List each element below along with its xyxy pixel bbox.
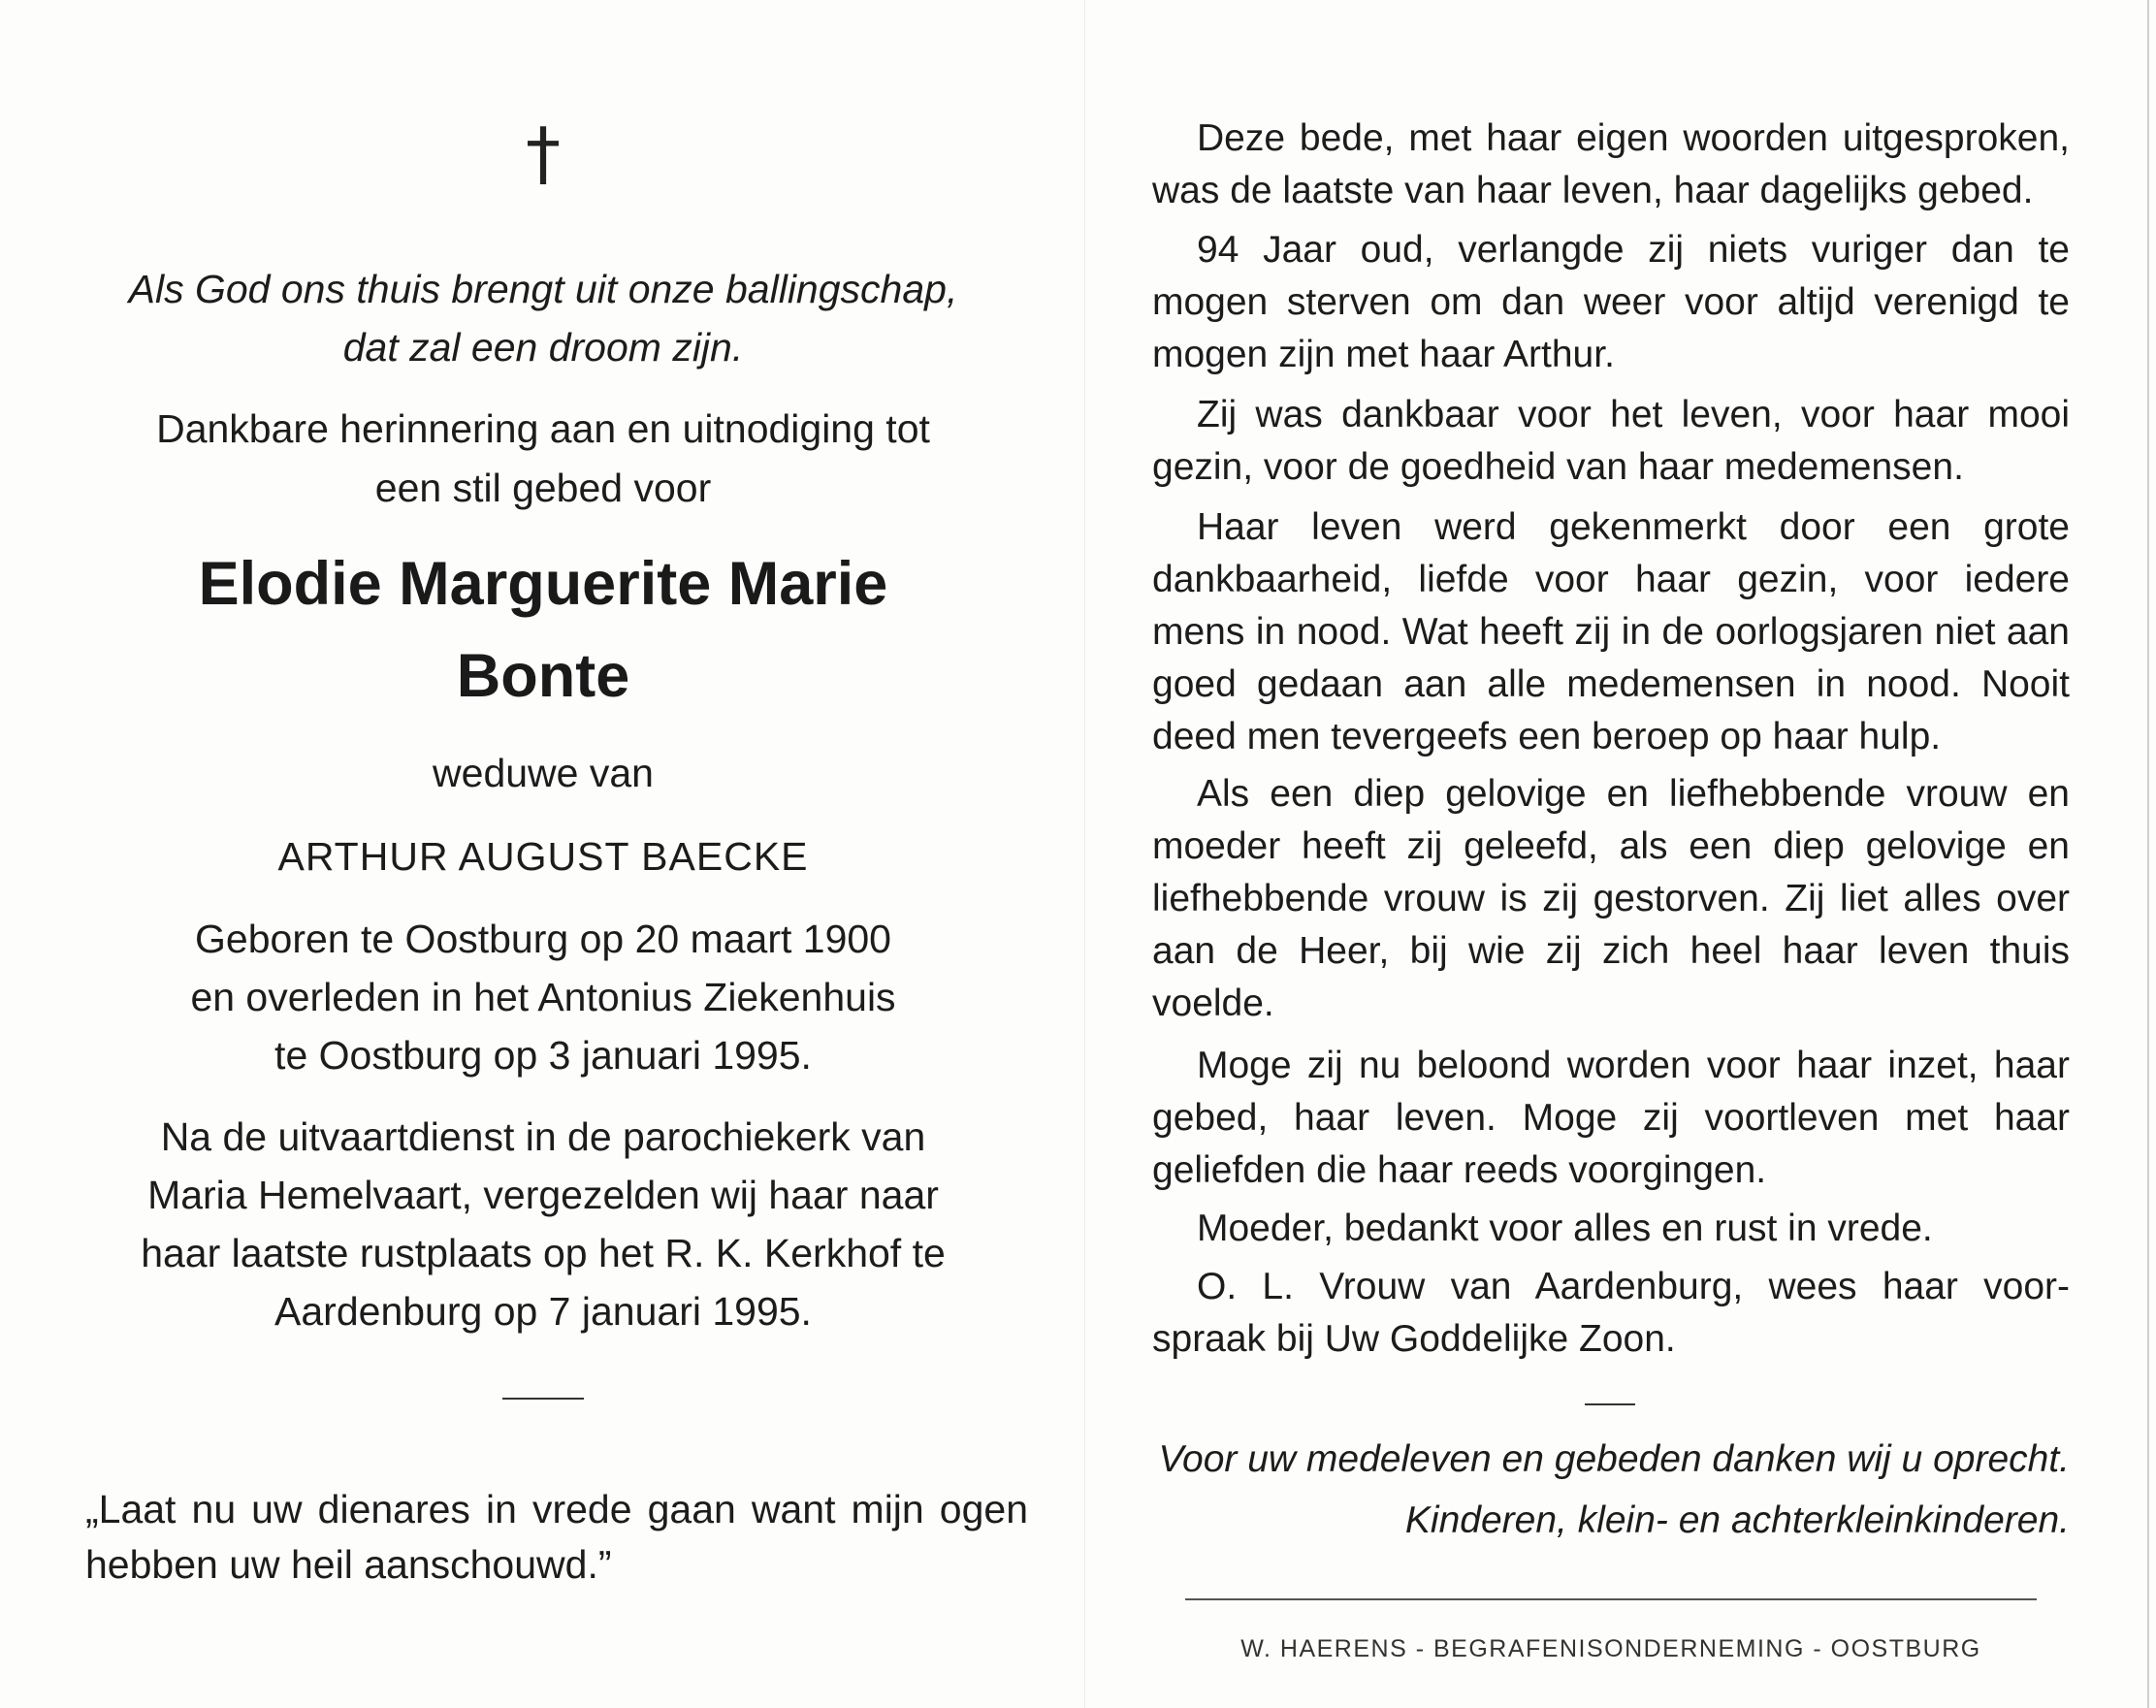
thanks-signature bbox=[1152, 1429, 2070, 1551]
cross-icon: † bbox=[526, 113, 561, 194]
paragraph: Moge zij nu beloond worden voor haar inzet, haar gebed, haar leven. Moge zij voortleven met haar geliefden die haar reeds voorgingen. bbox=[1152, 1045, 2070, 1191]
divider bbox=[1585, 1403, 1635, 1405]
intro-line: Dankbare herinnering aan en uitnodiging tot bbox=[156, 406, 930, 451]
intro-line: een stil gebed voor bbox=[374, 466, 712, 510]
dates-line: Geboren te Oostburg op 20 maart 1900 bbox=[195, 917, 891, 961]
dates-line: en overleden in het Antonius Ziekenhuis bbox=[190, 975, 896, 1019]
paragraph: Moeder, bedankt voor alles en rust in vrede. bbox=[1197, 1208, 1933, 1249]
footer-rule bbox=[1185, 1598, 1612, 1600]
paragraph: 94 Jaar oud, verlangde zij niets vuriger dan te mogen sterven om dan weer voor altijd verenigd te mogen zijn met haar Arthur. bbox=[1152, 229, 2070, 375]
deceased-name bbox=[58, 538, 1028, 723]
footer-rule bbox=[1581, 1598, 2037, 1600]
verse bbox=[58, 260, 1028, 376]
paragraph: Deze bede, met haar eigen woorden uitgesproken, was de laatste van haar leven, haar dagelijks gebed. bbox=[1152, 117, 2070, 211]
funeral-line: Na de uitvaartdienst in de parochiekerk van bbox=[160, 1114, 926, 1159]
verse-line: dat zal een droom zijn. bbox=[342, 325, 744, 370]
right-panel bbox=[1152, 0, 2070, 1708]
thanks-line: Voor uw medeleven en gebeden danken wij u oprecht. bbox=[1158, 1438, 2070, 1480]
fold-line bbox=[1084, 0, 1085, 1708]
undertaker-credit: W. HAERENS - BEGRAFENISONDERNEMING - OOSTBURG bbox=[1240, 1635, 1981, 1662]
name-line: Elodie Marguerite Marie bbox=[198, 550, 888, 618]
card-edge bbox=[2147, 0, 2149, 1708]
husband-name: ARTHUR AUGUST BAECKE bbox=[277, 834, 809, 879]
verse-line: Als God ons thuis brengt uit onze ballingschap, bbox=[128, 267, 958, 311]
paragraph: Zij was dankbaar voor het leven, voor haar mooi gezin, voor de goedheid van haar medemensen. bbox=[1152, 394, 2070, 488]
funeral-line: haar laatste rustplaats op het R. K. Kerkhof te bbox=[141, 1231, 946, 1275]
family-signature: Kinderen, klein- en achterkleinkinderen. bbox=[1404, 1499, 2070, 1541]
dates-line: te Oostburg op 3 januari 1995. bbox=[274, 1033, 812, 1078]
paragraph: Als een diep gelovige en liefhebbende vrouw en moeder heeft zij geleefd, als een diep gelovige en liefhebbende vrouw is zij gestorven. Zij liet alles over aan de Heer, bij wie zij zich heel haar leven thuis voelde. bbox=[1152, 773, 2070, 1024]
birth-death-dates bbox=[58, 910, 1028, 1084]
paragraph: O. L. Vrouw van Aardenburg, wees haar voor-spraak bij Uw Goddelijke Zoon. bbox=[1152, 1266, 2070, 1360]
paragraph: Haar leven werd gekenmerkt door een grote dankbaarheid, liefde voor haar gezin, voor iedere mens in nood. Wat heeft zij in de oorlogsjaren niet aan goed gedaan aan alle medemensen in nood. Nooit deed men tevergeefs een beroep op haar hulp. bbox=[1152, 506, 2070, 757]
surname-line: Bonte bbox=[456, 642, 630, 710]
closing-quote: „Laat nu uw dienares in vrede gaan want mijn ogen hebben uw heil aanschouwd.” bbox=[85, 1487, 1028, 1587]
widow-of-label: weduwe van bbox=[433, 751, 654, 795]
funeral-line: Maria Hemelvaart, vergezelden wij haar naar bbox=[147, 1173, 939, 1217]
intro-text bbox=[58, 400, 1028, 518]
divider bbox=[502, 1398, 584, 1400]
left-panel bbox=[58, 0, 1028, 1708]
funeral-line: Aardenburg op 7 januari 1995. bbox=[274, 1289, 812, 1334]
funeral-details bbox=[58, 1108, 1028, 1340]
